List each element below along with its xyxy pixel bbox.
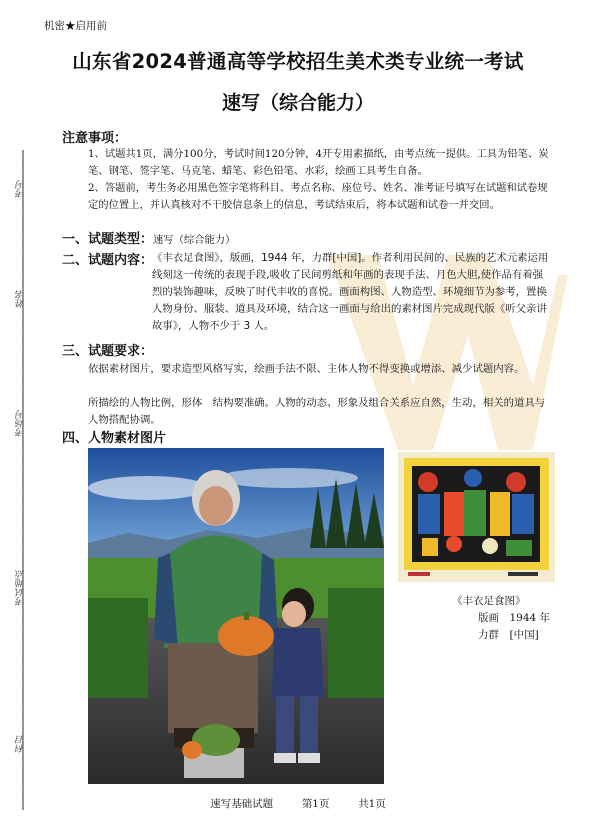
exam-subtitle: 速写（综合能力）	[221, 92, 374, 114]
section-type	[62, 228, 235, 247]
side-label-name: 姓名	[16, 290, 26, 308]
footer-page: 第1页	[301, 798, 330, 810]
section-type-heading: 一、试题类型：	[62, 232, 154, 247]
binding-line	[22, 150, 24, 810]
artwork-caption-medium-year: 版画 1944 年	[478, 612, 551, 624]
notice-heading: 注意事项：	[62, 131, 128, 146]
side-label-exam-number: 考号	[16, 180, 26, 198]
notice-item-1: 1、试题共1页，满分100分，考试时间120分钟，4开专用素描纸，由考点统一提供。工具为铅笔、炭笔、钢笔、签字笔、马克笔、蜡笔、彩色铅笔、水彩，绘画工具考生自备。	[88, 148, 549, 177]
side-label-subject: 科目	[16, 735, 26, 753]
binding-strip	[0, 0, 40, 834]
reference-photo-grandfather-child	[88, 448, 384, 784]
exam-title: 山东省2024普通高等学校招生美术类专业统一考试	[72, 50, 524, 73]
footer-subject: 速写基础试题	[210, 798, 274, 810]
woodcut-artwork-image	[398, 452, 555, 582]
requirement-line-2: 所描绘的人物比例，形体 结构要准确。人物的动态、形象及组合关系应自然，生动，相关的道具与人物搭配协调。	[88, 397, 546, 426]
notice-item-2: 2、答题前，考生务必用黑色签字笔将科目、考点名称、座位号、姓名、准考证号填写在试题和试卷规定的位置上，并认真核对不干胶信息条上的信息，考试结束后，将本试题和试卷一并交回。	[88, 182, 548, 211]
section-content-text	[152, 250, 550, 335]
section-content-body: 《丰衣足食图》，版画，1944 年，力群[中国]。作者利用民间的、民族的艺术元素运用线刻这一传统的表现手段,吸收了民间剪纸和年画的表现手法、月色大胆,使作品有着强烈的装饰趣味，反映了时代丰收的喜悦。画面构图、人物造型、环境细节为参考，置换人物身份、服装、道具及环境，结合这一画面与给出的素材图片完成现代版《听父亲讲故事》，人物不少于 3 人。	[152, 252, 549, 332]
footer-total: 共1页	[358, 798, 386, 810]
artwork-caption-title: 《丰衣足食图》	[452, 595, 526, 607]
artwork-caption-artist: 力群 [中国]	[478, 629, 539, 641]
side-label-room-number: 考场号	[16, 410, 26, 437]
section-requirements-heading: 三、试题要求：	[62, 344, 154, 359]
side-label-exam-location: 考试地点	[16, 570, 26, 606]
section-content-heading: 二、试题内容：	[62, 253, 154, 268]
requirement-line-1: 依据素材图片，要求造型风格写实，绘画手法不限、主体人物不得变换或增添、减少试题内容。	[88, 363, 525, 375]
page-footer	[0, 796, 596, 811]
section-type-value: 速写（综合能力）	[153, 234, 236, 246]
section-material-heading: 四、人物素材图片	[62, 431, 167, 446]
confidential-label: 机密★启用前	[44, 20, 107, 32]
